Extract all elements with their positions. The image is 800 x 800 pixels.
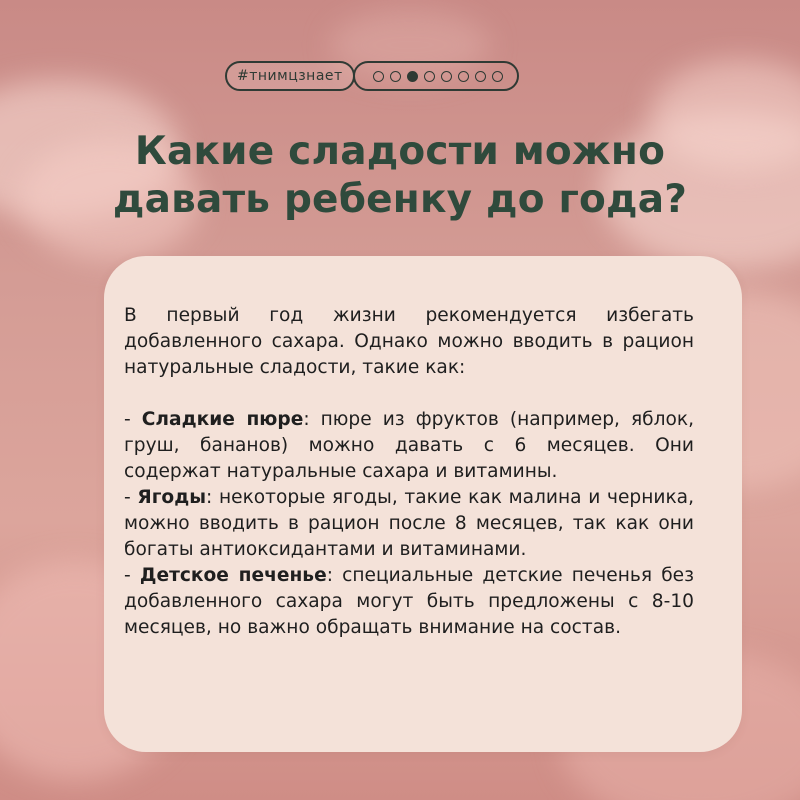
slide-dot: [373, 71, 384, 82]
slide-dot: [424, 71, 435, 82]
list-item: - Ягоды: некоторые ягоды, такие как малина и черника, можно вводить в рацион после 8 месяцев, так как они богаты антиоксидантами и витаминами.: [124, 487, 694, 560]
intro-paragraph: В первый год жизни рекомендуется избегать добавленного сахара. Однако можно вводить в рацион натуральные сладости, такие как:: [124, 305, 694, 378]
list-item-term: Детское печенье: [139, 565, 327, 586]
slide-indicator: [353, 61, 519, 91]
list-item-text: : некоторые ягоды, такие как малина и черника, можно вводить в рацион после 8 месяцев, так как они богаты антиоксидантами и витаминами.: [124, 487, 694, 560]
list-item-text: : специальные детские печенья без добавленного сахара могут быть предложены с 8-10 месяцев, но важно обращать внимание на состав.: [124, 565, 695, 638]
list-item-term: Ягоды: [137, 487, 207, 508]
slide-dot-active: [407, 71, 418, 82]
list-item-text: : пюре из фруктов (например, яблок, груш, бананов) можно давать с 6 месяцев. Они содержат натуральные сахара и витамины.: [124, 409, 695, 482]
hashtag-label: #тнимцзнает: [225, 61, 355, 91]
list-item: - Сладкие пюре: пюре из фруктов (например, яблок, груш, бананов) можно давать с 6 месяцев. Они содержат натуральные сахара и витамины.: [124, 409, 695, 482]
header-pill: [225, 61, 519, 91]
title-line-1: Какие сладости можно: [134, 129, 666, 174]
page-title: [0, 128, 800, 224]
slide-dot: [390, 71, 401, 82]
slide-dot: [492, 71, 503, 82]
slide-dot: [458, 71, 469, 82]
slide-dot: [475, 71, 486, 82]
title-line-2: давать ребенку до года?: [112, 177, 688, 222]
list-item: - Детское печенье: специальные детские печенья без добавленного сахара могут быть предложены с 8-10 месяцев, но важно обращать внимание на состав.: [124, 565, 695, 638]
slide-dot: [441, 71, 452, 82]
card-body: [124, 303, 694, 641]
list-item-term: Сладкие пюре: [141, 409, 304, 430]
